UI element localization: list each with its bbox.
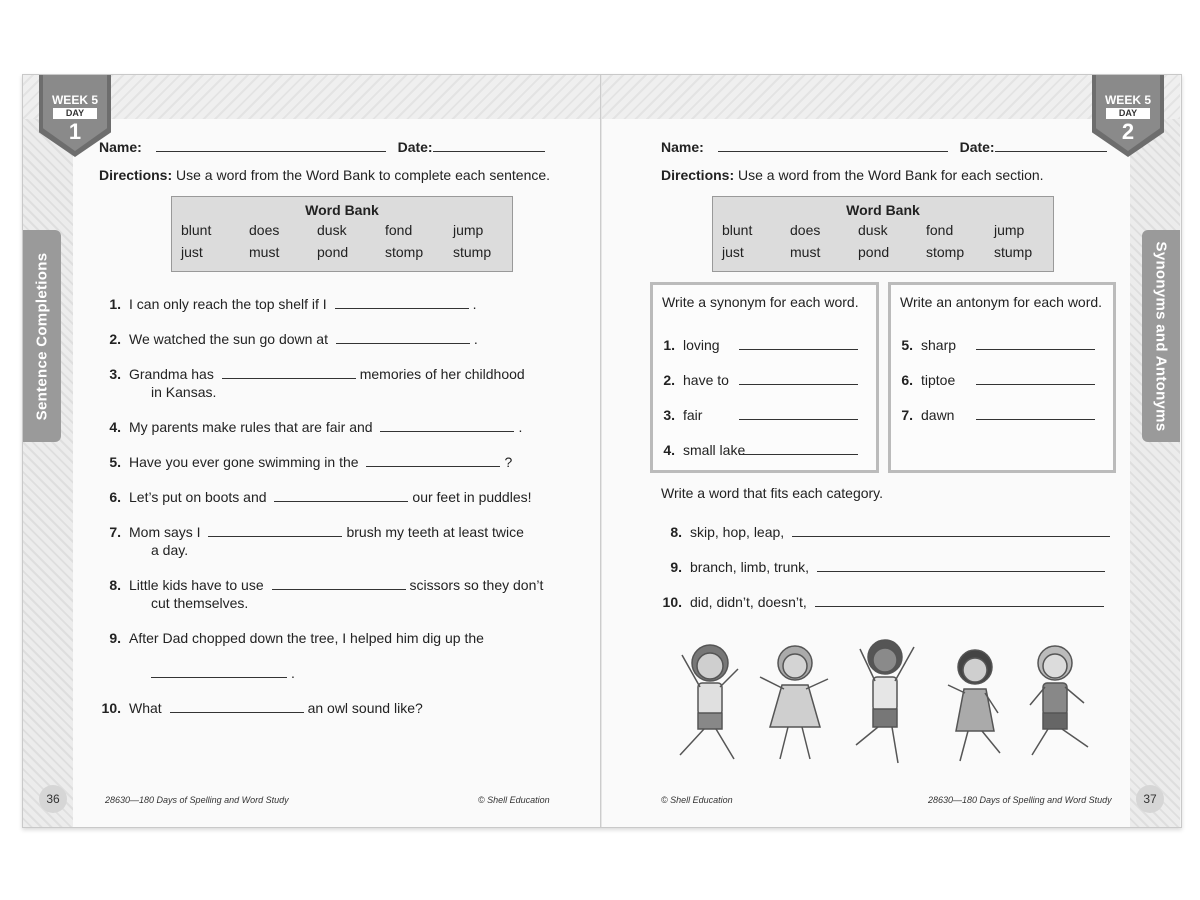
page-number: 37 <box>1136 785 1164 813</box>
word-bank-word: does <box>249 222 280 238</box>
date-field[interactable] <box>995 139 1107 152</box>
question-item <box>99 419 522 435</box>
answer-blank[interactable] <box>739 337 858 350</box>
word-bank-word: must <box>249 244 280 260</box>
word-bank-title: Word Bank <box>305 202 379 218</box>
side-tab-label: Sentence Completions <box>33 252 51 420</box>
word-bank-word: jump <box>994 222 1025 238</box>
badge-week: WEEK 5 <box>1104 93 1151 107</box>
word-bank-word: stump <box>994 244 1033 260</box>
dancing-kids-illustration <box>660 635 1100 775</box>
antonym-box <box>888 282 1116 473</box>
word-bank <box>712 196 1054 272</box>
question-text-after: . <box>518 419 523 435</box>
item-number: 2. <box>663 372 675 388</box>
badge-week: WEEK 5 <box>51 93 98 107</box>
item-number: 8. <box>670 524 682 540</box>
word-bank-word: jump <box>453 222 484 238</box>
badge-day-number: 1 <box>68 119 82 144</box>
question-item <box>99 577 543 593</box>
question-continuation: cut themselves. <box>151 595 249 611</box>
word-bank-word: stomp <box>926 244 965 260</box>
question-text: I can only reach the top shelf if I <box>129 296 327 312</box>
question-number: 1. <box>109 296 121 312</box>
directions <box>99 167 550 183</box>
word-bank-grid <box>713 222 1053 260</box>
category-item <box>660 524 1110 540</box>
question-text: Let’s put on boots and <box>129 489 267 505</box>
item-number: 9. <box>670 559 682 575</box>
answer-blank[interactable] <box>739 372 858 385</box>
page-number: 36 <box>39 785 67 813</box>
item-word: tiptoe <box>921 372 956 388</box>
question-item <box>99 296 476 312</box>
question-text-after: memories of her childhood <box>359 366 525 382</box>
antonym-heading: Write an antonym for each word. <box>900 294 1103 310</box>
question-continuation <box>151 665 295 681</box>
antonym-item <box>891 407 1095 423</box>
word-bank-grid <box>172 222 512 260</box>
kid-figure-3 <box>856 640 914 763</box>
word-bank-word: blunt <box>722 222 753 238</box>
question-text-after: an owl sound like? <box>307 700 423 716</box>
side-tab-label: Synonyms and Antonyms <box>1152 241 1170 431</box>
word-bank-word: stump <box>453 244 492 260</box>
question-number: 5. <box>109 454 121 470</box>
name-field[interactable] <box>718 139 948 152</box>
category-words: did, didn’t, doesn’t, <box>690 594 807 610</box>
directions <box>661 167 1044 183</box>
question-continuation: a day. <box>151 542 189 558</box>
question-item <box>99 524 524 540</box>
answer-blank[interactable] <box>151 665 287 678</box>
answer-blank[interactable] <box>739 442 858 455</box>
answer-blank[interactable] <box>976 372 1095 385</box>
question-item <box>99 331 478 347</box>
answer-blank[interactable] <box>380 419 514 432</box>
answer-blank[interactable] <box>336 331 470 344</box>
footer-publisher: © Shell Education <box>478 795 550 805</box>
word-bank-word: just <box>181 244 203 260</box>
question-text-after: ? <box>504 454 513 470</box>
name-date-row <box>99 139 545 155</box>
footer-book-title: 28630—180 Days of Spelling and Word Study <box>105 795 289 805</box>
question-text-after: our feet in puddles! <box>412 489 532 505</box>
word-bank-word: fond <box>385 222 413 238</box>
question-text-after: . <box>473 331 478 347</box>
question-text-after: . <box>291 665 295 681</box>
decorative-side-band <box>1130 119 1180 827</box>
kid-figure-1 <box>680 645 738 759</box>
question-number: 4. <box>109 419 121 435</box>
directions-label: Directions: <box>99 167 173 183</box>
synonym-item <box>653 372 858 388</box>
question-text: Have you ever gone swimming in the <box>129 454 359 470</box>
item-number: 1. <box>663 337 675 353</box>
item-word: have to <box>683 372 729 388</box>
word-bank-word: stomp <box>385 244 424 260</box>
name-field[interactable] <box>156 139 386 152</box>
word-bank <box>171 196 513 272</box>
category-heading: Write a word that fits each category. <box>661 485 884 501</box>
item-word: fair <box>683 407 703 423</box>
answer-blank[interactable] <box>272 577 406 590</box>
word-bank-word: pond <box>858 244 890 260</box>
item-number: 5. <box>901 337 913 353</box>
answer-blank[interactable] <box>335 296 469 309</box>
date-label: Date: <box>959 139 995 155</box>
word-bank-word: dusk <box>317 222 347 238</box>
question-number: 2. <box>109 331 121 347</box>
name-date-row <box>661 139 1107 155</box>
footer-book-title: 28630—180 Days of Spelling and Word Study <box>928 795 1112 805</box>
category-item <box>660 594 1104 610</box>
answer-blank[interactable] <box>976 337 1095 350</box>
decorative-side-band <box>23 119 73 827</box>
question-number: 10. <box>101 700 121 716</box>
question-text: We watched the sun go down at <box>129 331 328 347</box>
category-words: skip, hop, leap, <box>690 524 785 540</box>
item-number: 10. <box>662 594 682 610</box>
question-text-after: . <box>472 296 477 312</box>
question-number: 7. <box>109 524 121 540</box>
item-word: loving <box>683 337 720 353</box>
item-number: 6. <box>901 372 913 388</box>
left-page <box>23 75 601 827</box>
synonym-heading: Write a synonym for each word. <box>662 294 859 310</box>
question-continuation: in Kansas. <box>151 384 217 400</box>
question-item <box>99 700 423 716</box>
answer-blank[interactable] <box>170 700 304 713</box>
question-text: Grandma has <box>129 366 214 382</box>
answer-blank[interactable] <box>739 407 858 420</box>
kid-figure-2 <box>760 646 828 759</box>
question-item <box>99 366 525 382</box>
word-bank-word: fond <box>926 222 954 238</box>
synonym-box <box>650 282 879 473</box>
word-bank-word: must <box>790 244 821 260</box>
badge-day: DAY <box>1106 108 1150 119</box>
question-text: What <box>129 700 162 716</box>
word-bank-word: pond <box>317 244 349 260</box>
kid-figure-5 <box>1030 646 1088 755</box>
word-bank-word: just <box>722 244 744 260</box>
directions-label: Directions: <box>661 167 735 183</box>
category-item <box>660 559 1105 575</box>
right-page <box>602 75 1180 827</box>
answer-blank[interactable] <box>208 524 342 537</box>
question-number: 6. <box>109 489 121 505</box>
question-text: Mom says I <box>129 524 201 540</box>
date-field[interactable] <box>433 139 545 152</box>
question-item <box>99 630 484 646</box>
question-text-after: scissors so they don’t <box>409 577 544 593</box>
category-words: branch, limb, trunk, <box>690 559 810 575</box>
item-number: 3. <box>663 407 675 423</box>
word-bank-word: dusk <box>858 222 888 238</box>
question-text: My parents make rules that are fair and <box>129 419 373 435</box>
kid-figure-4 <box>948 650 1000 761</box>
item-word: small lake <box>683 442 746 458</box>
question-number: 8. <box>109 577 121 593</box>
answer-blank[interactable] <box>817 559 1105 572</box>
synonym-item <box>653 337 858 353</box>
word-bank-word: blunt <box>181 222 212 238</box>
answer-blank[interactable] <box>815 594 1104 607</box>
answer-blank[interactable] <box>222 366 356 379</box>
item-number: 7. <box>901 407 913 423</box>
answer-blank[interactable] <box>976 407 1095 420</box>
question-item <box>99 489 532 505</box>
answer-blank[interactable] <box>274 489 408 502</box>
question-number: 9. <box>109 630 121 646</box>
synonym-item <box>653 407 858 423</box>
directions-text: Use a word from the Word Bank for each section. <box>738 167 1044 183</box>
badge-day: DAY <box>53 108 97 119</box>
name-label: Name: <box>99 139 142 155</box>
date-label: Date: <box>397 139 433 155</box>
workbook-spread <box>22 74 1182 828</box>
answer-blank[interactable] <box>366 454 500 467</box>
word-bank-title: Word Bank <box>846 202 920 218</box>
directions-text: Use a word from the Word Bank to complete each sentence. <box>176 167 551 183</box>
side-tab <box>23 230 61 442</box>
word-bank-word: does <box>790 222 821 238</box>
footer-publisher: © Shell Education <box>661 795 733 805</box>
question-text: After Dad chopped down the tree, I helped him dig up the <box>129 630 484 646</box>
antonym-item <box>891 372 1095 388</box>
side-tab <box>1142 230 1180 442</box>
question-number: 3. <box>109 366 121 382</box>
badge-day-number: 2 <box>1121 119 1135 144</box>
item-word: sharp <box>921 337 957 353</box>
antonym-item <box>891 337 1095 353</box>
question-text-after: brush my teeth at least twice <box>346 524 524 540</box>
synonym-item <box>653 442 858 458</box>
item-number: 4. <box>663 442 675 458</box>
name-label: Name: <box>661 139 704 155</box>
answer-blank[interactable] <box>792 524 1110 537</box>
item-word: dawn <box>921 407 955 423</box>
question-text: Little kids have to use <box>129 577 264 593</box>
question-item <box>99 454 512 470</box>
